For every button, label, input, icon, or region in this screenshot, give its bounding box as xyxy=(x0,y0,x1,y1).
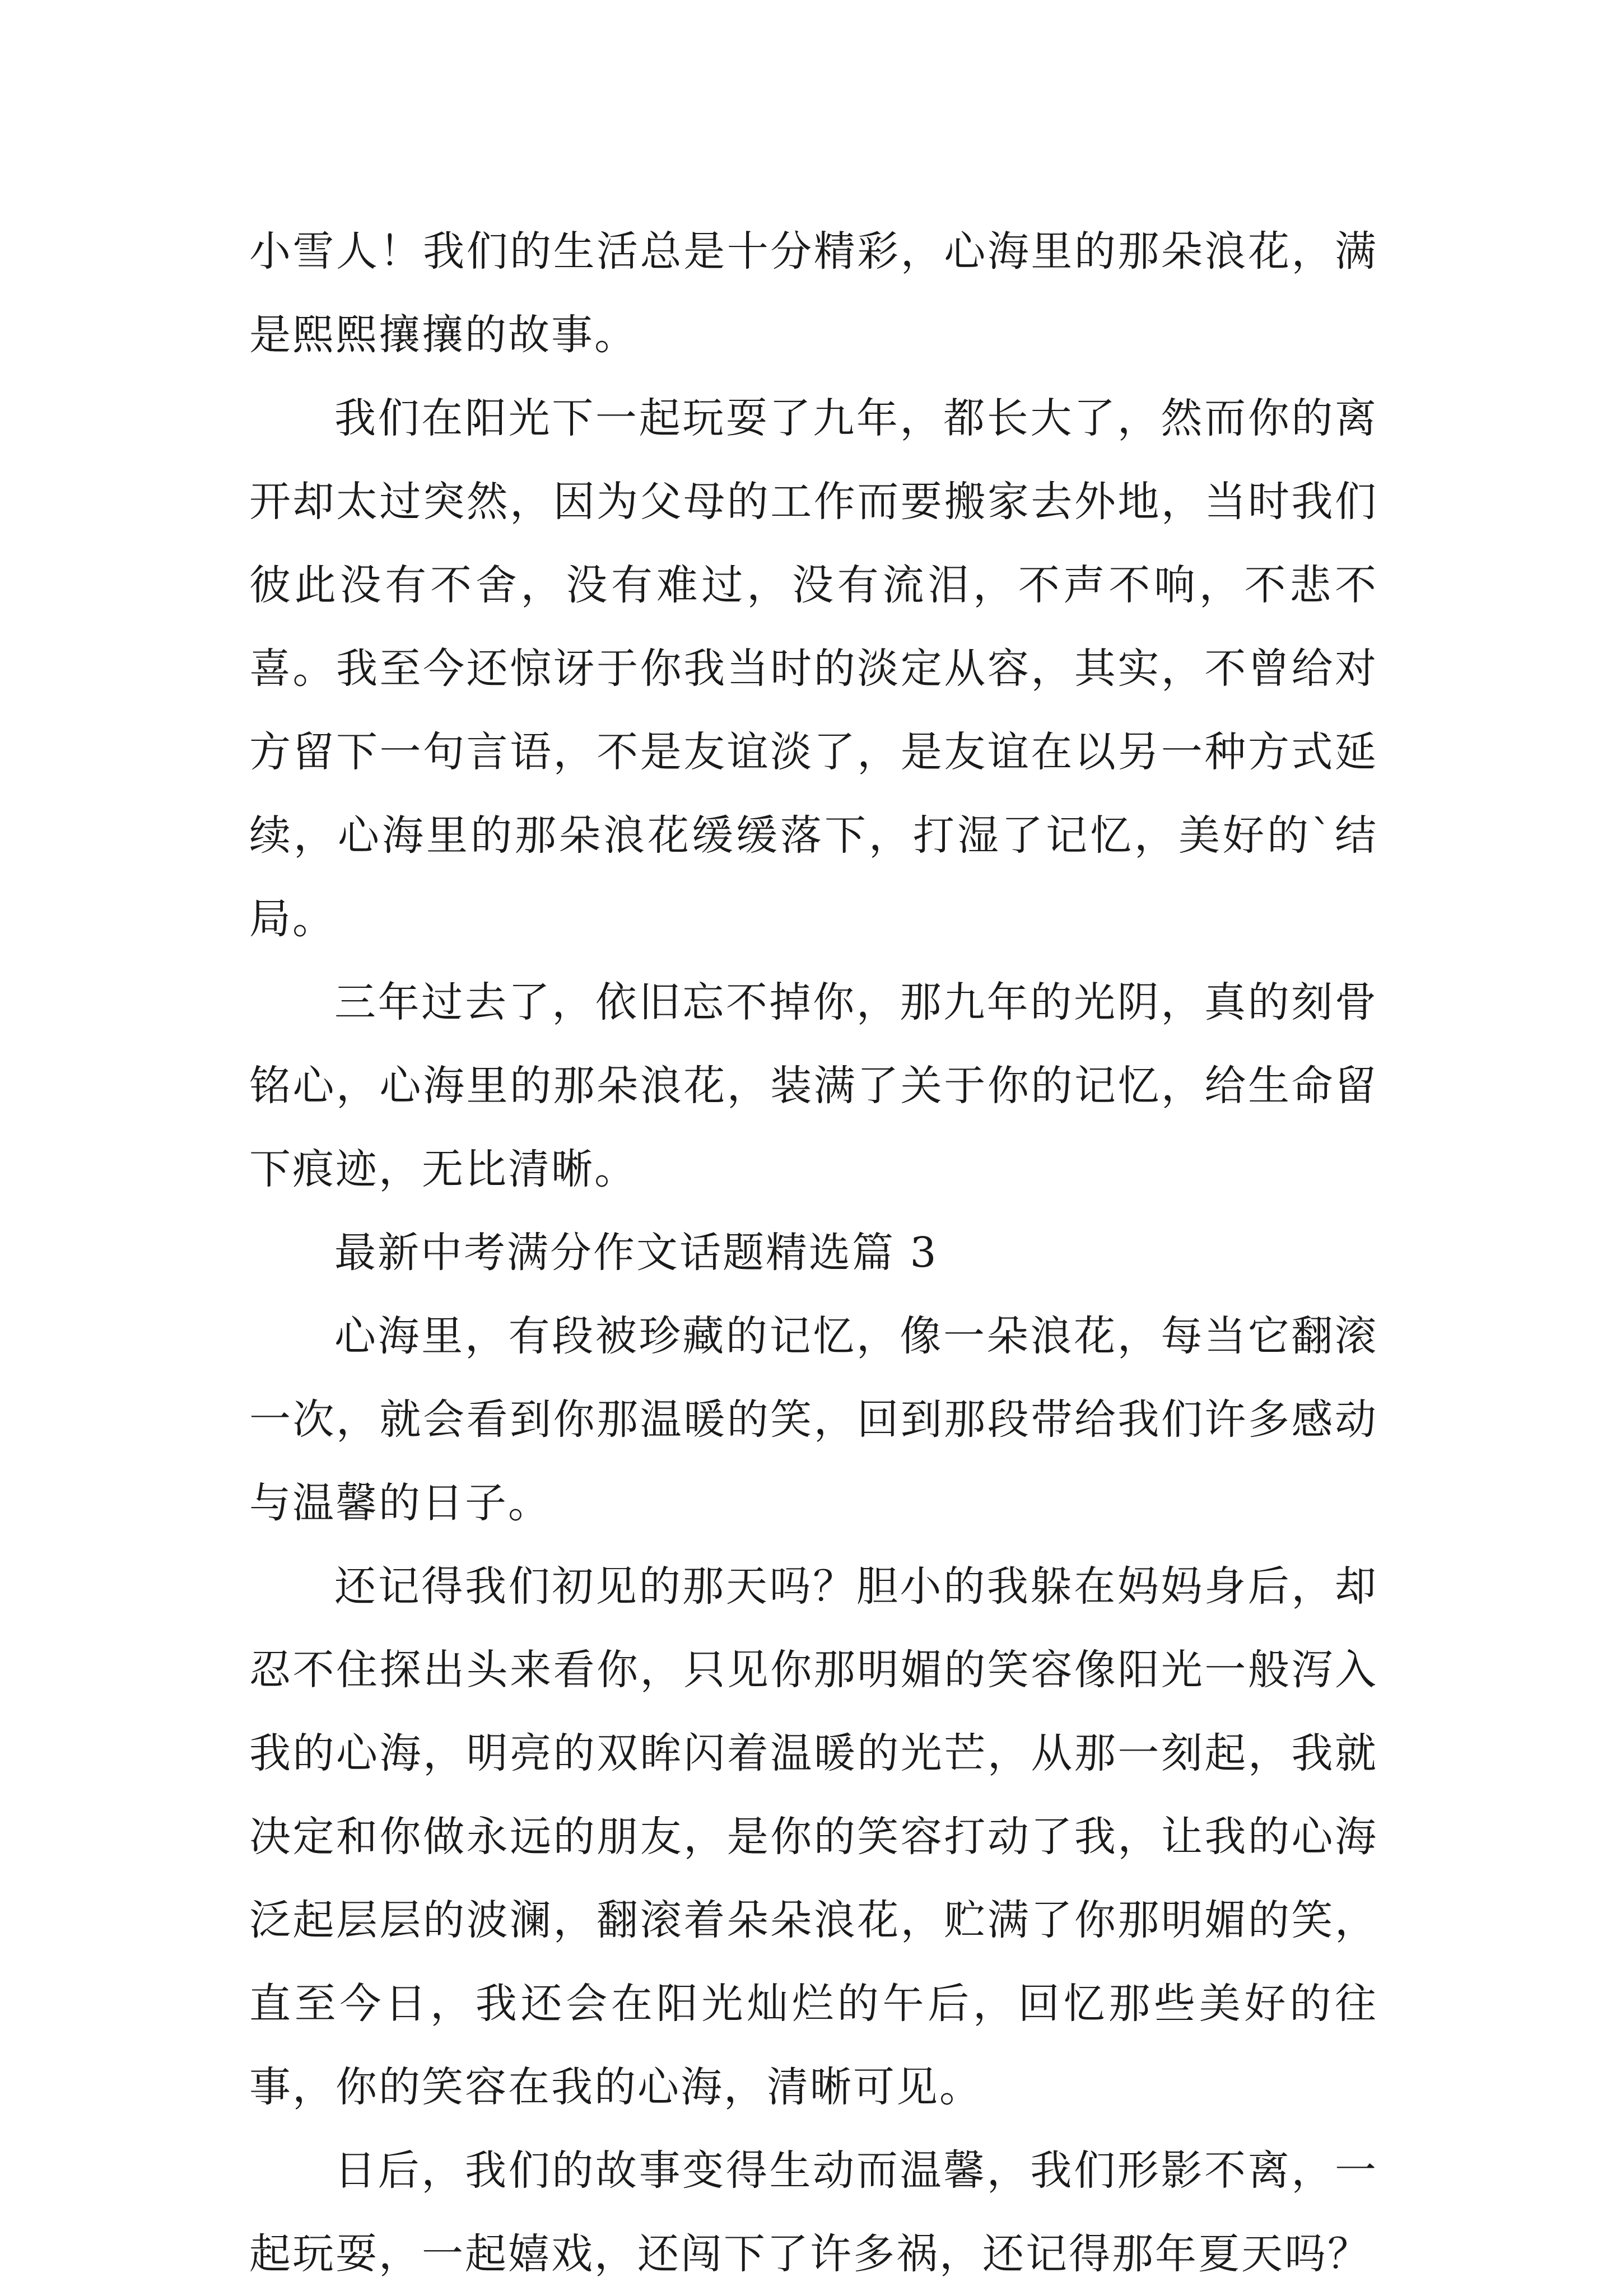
document-body xyxy=(249,210,1378,2296)
paragraph: 日后，我们的故事变得生动而温馨，我们形影不离，一起玩耍，一起嬉戏，还闯下了许多祸，还记得那年夏天吗？ xyxy=(249,2146,1378,2278)
paragraph: 还记得我们初见的那天吗？胆小的我躲在妈妈身后，却忍不住探出头来看你，只见你那明媚的笑容像阳光一般泻入我的心海，明亮的双眸闪着温暖的光芒，从那一刻起，我就决定和你做永远的朋友，是你的笑容打动了我，让我的心海泛起层层的波澜，翻滚着朵朵浪花，贮满了你那明媚的笑，直至今日，我还会在阳光灿烂的午后，回忆那些美好的往事，你的笑容在我的心海，清晰可见。 xyxy=(249,1562,1378,2111)
section-heading: 最新中考满分作文话题精选篇 3 xyxy=(334,1229,938,1277)
paragraph-continuation: 小雪人！我们的生活总是十分精彩，心海里的那朵浪花，满是熙熙攘攘的故事。 xyxy=(249,227,1378,359)
paragraph: 我们在阳光下一起玩耍了九年，都长大了，然而你的离开却太过突然，因为父母的工作而要搬家去外地，当时我们彼此没有不舍，没有难过，没有流泪，不声不响，不悲不喜。我至今还惊讶于你我当时的淡定从容，其实，不曾给对方留下一句言语，不是友谊淡了，是友谊在以另一种方式延续，心海里的那朵浪花缓缓落下，打湿了记忆，美好的`结局。 xyxy=(249,394,1378,943)
paragraph: 心海里，有段被珍藏的记忆，像一朵浪花，每当它翻滚一次，就会看到你那温暖的笑，回到那段带给我们许多感动与温馨的日子。 xyxy=(249,1312,1378,1527)
paragraph: 三年过去了，依旧忘不掉你，那九年的光阴，真的刻骨铭心，心海里的那朵浪花，装满了关于你的记忆，给生命留下痕迹，无比清晰。 xyxy=(249,978,1378,1193)
